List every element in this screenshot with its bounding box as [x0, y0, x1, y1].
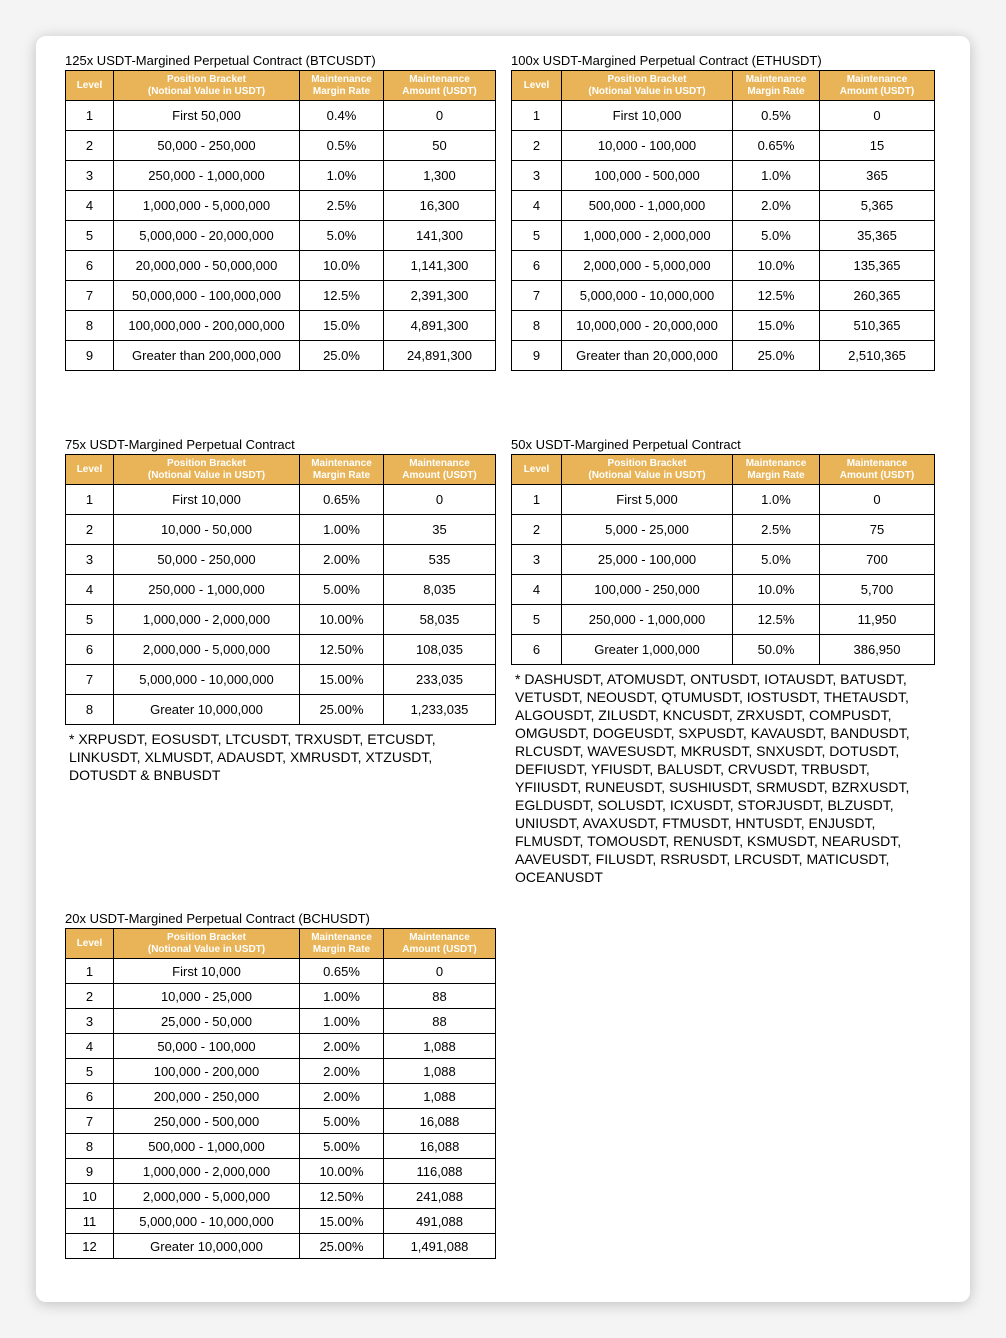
- header-maintenance-margin-rate: [300, 71, 384, 101]
- cell-level: 3: [66, 545, 114, 575]
- cell-position-bracket: 100,000 - 250,000: [562, 575, 733, 605]
- cell-maintenance-amount: 1,141,300: [384, 251, 496, 281]
- header-level: [66, 929, 114, 959]
- header-maintenance-margin-rate: [733, 71, 820, 101]
- header-maintenance-amount: [820, 71, 935, 101]
- cell-position-bracket: 250,000 - 500,000: [114, 1109, 300, 1134]
- cell-margin-rate: 1.0%: [733, 161, 820, 191]
- header-level-line: Level: [523, 463, 550, 475]
- table-row: [66, 341, 496, 371]
- table-row: [66, 1234, 496, 1259]
- table-row: [66, 485, 496, 515]
- table-row: [512, 545, 935, 575]
- header-level: [66, 455, 114, 485]
- table-row: [66, 1109, 496, 1134]
- cell-level: 10: [66, 1184, 114, 1209]
- header-maintenance-amount-line: Maintenance: [846, 73, 908, 85]
- cell-maintenance-amount: 15: [820, 131, 935, 161]
- cell-margin-rate: 10.0%: [300, 251, 384, 281]
- cell-margin-rate: 10.0%: [733, 575, 820, 605]
- cell-level: 4: [66, 575, 114, 605]
- table-block-75x: [65, 438, 496, 725]
- cell-level: 6: [512, 251, 562, 281]
- cell-level: 12: [66, 1234, 114, 1259]
- margin-tier-table: [65, 454, 496, 725]
- cell-maintenance-amount: 35: [384, 515, 496, 545]
- header-level-line: Level: [76, 937, 103, 949]
- cell-maintenance-amount: 0: [384, 485, 496, 515]
- table-row: [66, 191, 496, 221]
- cell-position-bracket: 1,000,000 - 2,000,000: [562, 221, 733, 251]
- cell-maintenance-amount: 16,300: [384, 191, 496, 221]
- cell-level: 2: [512, 131, 562, 161]
- cell-maintenance-amount: 1,300: [384, 161, 496, 191]
- cell-margin-rate: 5.00%: [300, 1109, 384, 1134]
- header-position-bracket-line: Position Bracket: [167, 457, 246, 469]
- cell-position-bracket: 1,000,000 - 2,000,000: [114, 1159, 300, 1184]
- header-position-bracket-line: Position Bracket: [167, 73, 246, 85]
- header-maintenance-margin-rate-line: Maintenance: [745, 457, 807, 469]
- table-block-bchusdt: [65, 912, 496, 1259]
- cell-level: 5: [66, 1059, 114, 1084]
- table-row: [66, 101, 496, 131]
- cell-margin-rate: 15.0%: [733, 311, 820, 341]
- table-row: [512, 251, 935, 281]
- cell-position-bracket: Greater than 20,000,000: [562, 341, 733, 371]
- cell-position-bracket: 10,000 - 100,000: [562, 131, 733, 161]
- table-row: [66, 281, 496, 311]
- cell-level: 1: [512, 485, 562, 515]
- table-row: [66, 959, 496, 984]
- cell-position-bracket: 5,000,000 - 10,000,000: [114, 665, 300, 695]
- cell-margin-rate: 0.5%: [300, 131, 384, 161]
- cell-position-bracket: 10,000 - 50,000: [114, 515, 300, 545]
- header-maintenance-margin-rate: [300, 929, 384, 959]
- cell-position-bracket: 50,000 - 100,000: [114, 1034, 300, 1059]
- cell-level: 4: [66, 1034, 114, 1059]
- cell-position-bracket: 2,000,000 - 5,000,000: [114, 1184, 300, 1209]
- cell-margin-rate: 2.00%: [300, 1034, 384, 1059]
- cell-maintenance-amount: 535: [384, 545, 496, 575]
- header-position-bracket-line: (Notional Value in USDT): [147, 469, 266, 481]
- table-row: [66, 1184, 496, 1209]
- cell-margin-rate: 1.00%: [300, 1009, 384, 1034]
- cell-margin-rate: 0.65%: [300, 485, 384, 515]
- cell-maintenance-amount: 5,365: [820, 191, 935, 221]
- table-row: [512, 281, 935, 311]
- cell-position-bracket: 1,000,000 - 2,000,000: [114, 605, 300, 635]
- header-position-bracket-line: (Notional Value in USDT): [147, 85, 266, 97]
- table-row: [66, 311, 496, 341]
- cell-maintenance-amount: 491,088: [384, 1209, 496, 1234]
- cell-margin-rate: 15.0%: [300, 311, 384, 341]
- cell-margin-rate: 5.00%: [300, 1134, 384, 1159]
- table-title: 75x USDT-Margined Perpetual Contract: [65, 437, 295, 452]
- header-position-bracket-line: (Notional Value in USDT): [588, 469, 706, 481]
- header-row: [66, 455, 496, 485]
- header-maintenance-margin-rate-line: Maintenance: [311, 931, 372, 943]
- cell-maintenance-amount: 1,233,035: [384, 695, 496, 725]
- cell-position-bracket: Greater 1,000,000: [562, 635, 733, 665]
- header-maintenance-amount: [820, 455, 935, 485]
- table-row: [66, 251, 496, 281]
- cell-margin-rate: 0.4%: [300, 101, 384, 131]
- header-maintenance-margin-rate-line: Maintenance: [311, 73, 372, 85]
- cell-maintenance-amount: 260,365: [820, 281, 935, 311]
- table-row: [512, 191, 935, 221]
- cell-position-bracket: 200,000 - 250,000: [114, 1084, 300, 1109]
- header-position-bracket: [114, 71, 300, 101]
- table-row: [512, 341, 935, 371]
- cell-margin-rate: 5.0%: [733, 545, 820, 575]
- header-row: [512, 455, 935, 485]
- cell-margin-rate: 1.00%: [300, 515, 384, 545]
- header-maintenance-amount-line: Amount (USDT): [402, 943, 477, 955]
- cell-maintenance-amount: 2,391,300: [384, 281, 496, 311]
- header-position-bracket-line: (Notional Value in USDT): [147, 943, 266, 955]
- cell-position-bracket: 250,000 - 1,000,000: [114, 575, 300, 605]
- cell-position-bracket: 50,000 - 250,000: [114, 131, 300, 161]
- cell-level: 8: [512, 311, 562, 341]
- cell-maintenance-amount: 35,365: [820, 221, 935, 251]
- cell-level: 7: [66, 281, 114, 311]
- header-maintenance-margin-rate-line: Margin Rate: [312, 469, 371, 481]
- margin-tier-table: [65, 928, 496, 1259]
- table-row: [66, 605, 496, 635]
- cell-position-bracket: 500,000 - 1,000,000: [562, 191, 733, 221]
- cell-margin-rate: 1.00%: [300, 984, 384, 1009]
- cell-level: 2: [66, 131, 114, 161]
- cell-margin-rate: 0.5%: [733, 101, 820, 131]
- cell-position-bracket: 2,000,000 - 5,000,000: [562, 251, 733, 281]
- header-maintenance-amount-line: Amount (USDT): [402, 85, 477, 97]
- header-maintenance-amount: [384, 929, 496, 959]
- cell-level: 9: [66, 341, 114, 371]
- table-row: [512, 131, 935, 161]
- cell-position-bracket: 2,000,000 - 5,000,000: [114, 635, 300, 665]
- table-row: [512, 101, 935, 131]
- header-row: [512, 71, 935, 101]
- cell-margin-rate: 25.0%: [733, 341, 820, 371]
- cell-level: 5: [66, 221, 114, 251]
- cell-maintenance-amount: 2,510,365: [820, 341, 935, 371]
- table-row: [66, 1084, 496, 1109]
- cell-margin-rate: 2.00%: [300, 545, 384, 575]
- header-level-line: Level: [523, 79, 550, 91]
- cell-maintenance-amount: 241,088: [384, 1184, 496, 1209]
- cell-margin-rate: 5.00%: [300, 575, 384, 605]
- cell-level: 5: [512, 221, 562, 251]
- cell-margin-rate: 0.65%: [733, 131, 820, 161]
- table-row: [66, 545, 496, 575]
- header-maintenance-margin-rate-line: Margin Rate: [747, 85, 805, 97]
- table-row: [66, 575, 496, 605]
- header-maintenance-amount-line: Amount (USDT): [402, 469, 477, 481]
- table-row: [512, 311, 935, 341]
- table-row: [512, 605, 935, 635]
- cell-level: 4: [512, 575, 562, 605]
- header-position-bracket: [114, 455, 300, 485]
- header-level: [512, 455, 562, 485]
- cell-position-bracket: 25,000 - 100,000: [562, 545, 733, 575]
- cell-maintenance-amount: 1,088: [384, 1034, 496, 1059]
- table-row: [512, 485, 935, 515]
- footnote-50x-symbols: * DASHUSDT, ATOMUSDT, ONTUSDT, IOTAUSDT, BATUSDT, VETUSDT, NEOUSDT, QTUMUSDT, IOSTUSDT, THETAUSDT, ALGOUSDT, ZILUSDT, KNCUSDT, ZRXUSDT, COMPUSDT, OMGUSDT, DOGEUSDT, SXPUSDT, KAVAUSDT, BANDUSDT, RLCUSDT, WAVESUSDT, MKRUSDT, SNXUSDT, DOTUSDT, DEFIUSDT, YFIUSDT, BALUSDT, CRVUSDT, TRBUSDT, YFIIUSDT, RUNEUSDT, SUSHIUSDT, SRMUSDT, BZRXUSDT, EGLDUSDT, SOLUSDT, ICXUSDT, STORJUSDT, BLZUSDT, UNIUSDT, AVAXUSDT, FTMUSDT, HNTUSDT, ENJUSDT, FLMUSDT, TOMOUSDT, RENUSDT, KSMUSDT, NEARUSDT, AAVEUSDT, FILUSDT, RSRUSDT, LRCUSDT, MATICUSDT, OCEANUSDT: [515, 671, 910, 885]
- cell-position-bracket: 5,000,000 - 10,000,000: [562, 281, 733, 311]
- cell-maintenance-amount: 386,950: [820, 635, 935, 665]
- cell-position-bracket: 100,000 - 500,000: [562, 161, 733, 191]
- cell-maintenance-amount: 0: [820, 485, 935, 515]
- table-row: [66, 221, 496, 251]
- header-position-bracket: [562, 71, 733, 101]
- cell-level: 4: [66, 191, 114, 221]
- cell-maintenance-amount: 8,035: [384, 575, 496, 605]
- header-maintenance-amount: [384, 455, 496, 485]
- cell-margin-rate: 2.00%: [300, 1059, 384, 1084]
- cell-level: 2: [512, 515, 562, 545]
- cell-margin-rate: 10.00%: [300, 1159, 384, 1184]
- cell-margin-rate: 2.5%: [300, 191, 384, 221]
- header-maintenance-amount-line: Maintenance: [409, 931, 470, 943]
- header-maintenance-amount-line: Maintenance: [409, 73, 470, 85]
- header-maintenance-amount-line: Amount (USDT): [839, 469, 915, 481]
- header-position-bracket: [114, 929, 300, 959]
- cell-maintenance-amount: 0: [384, 101, 496, 131]
- margin-tier-table: [511, 70, 935, 371]
- cell-maintenance-amount: 75: [820, 515, 935, 545]
- cell-position-bracket: First 10,000: [114, 959, 300, 984]
- table-row: [66, 984, 496, 1009]
- header-position-bracket-line: (Notional Value in USDT): [588, 85, 706, 97]
- header-level-line: Level: [76, 463, 103, 475]
- table-row: [66, 1034, 496, 1059]
- table-row: [66, 161, 496, 191]
- cell-margin-rate: 5.0%: [300, 221, 384, 251]
- header-level: [66, 71, 114, 101]
- table-row: [512, 575, 935, 605]
- cell-position-bracket: 50,000 - 250,000: [114, 545, 300, 575]
- table-row: [512, 635, 935, 665]
- cell-level: 8: [66, 1134, 114, 1159]
- table-row: [66, 1059, 496, 1084]
- cell-level: 7: [512, 281, 562, 311]
- cell-maintenance-amount: 116,088: [384, 1159, 496, 1184]
- cell-margin-rate: 25.00%: [300, 1234, 384, 1259]
- table-row: [66, 665, 496, 695]
- cell-margin-rate: 1.0%: [733, 485, 820, 515]
- cell-level: 1: [512, 101, 562, 131]
- cell-maintenance-amount: 1,088: [384, 1059, 496, 1084]
- cell-level: 9: [66, 1159, 114, 1184]
- table-row: [512, 515, 935, 545]
- header-maintenance-amount: [384, 71, 496, 101]
- cell-level: 2: [66, 515, 114, 545]
- cell-position-bracket: 250,000 - 1,000,000: [114, 161, 300, 191]
- header-level-line: Level: [76, 79, 103, 91]
- cell-position-bracket: First 10,000: [114, 485, 300, 515]
- cell-level: 5: [66, 605, 114, 635]
- table-row: [66, 1009, 496, 1034]
- table-row: [512, 161, 935, 191]
- cell-level: 3: [512, 161, 562, 191]
- header-position-bracket-line: Position Bracket: [607, 457, 687, 469]
- cell-maintenance-amount: 16,088: [384, 1134, 496, 1159]
- cell-level: 6: [66, 251, 114, 281]
- header-position-bracket: [562, 455, 733, 485]
- header-position-bracket-line: Position Bracket: [607, 73, 687, 85]
- cell-position-bracket: 5,000,000 - 20,000,000: [114, 221, 300, 251]
- cell-level: 1: [66, 959, 114, 984]
- table-title: 100x USDT-Margined Perpetual Contract (ETHUSDT): [511, 53, 822, 68]
- cell-maintenance-amount: 88: [384, 984, 496, 1009]
- table-row: [66, 131, 496, 161]
- cell-margin-rate: 10.0%: [733, 251, 820, 281]
- header-position-bracket-line: Position Bracket: [167, 931, 246, 943]
- table-row: [66, 1159, 496, 1184]
- margin-tier-table: [65, 70, 496, 371]
- cell-margin-rate: 12.5%: [733, 605, 820, 635]
- header-row: [66, 71, 496, 101]
- cell-margin-rate: 1.0%: [300, 161, 384, 191]
- table-row: [66, 695, 496, 725]
- cell-maintenance-amount: 233,035: [384, 665, 496, 695]
- cell-maintenance-amount: 11,950: [820, 605, 935, 635]
- cell-level: 3: [66, 1009, 114, 1034]
- header-row: [66, 929, 496, 959]
- margin-tier-table: [511, 454, 935, 665]
- cell-maintenance-amount: 141,300: [384, 221, 496, 251]
- table-title: 20x USDT-Margined Perpetual Contract (BCHUSDT): [65, 911, 370, 926]
- cell-position-bracket: 50,000,000 - 100,000,000: [114, 281, 300, 311]
- cell-maintenance-amount: 88: [384, 1009, 496, 1034]
- cell-margin-rate: 15.00%: [300, 1209, 384, 1234]
- header-maintenance-margin-rate-line: Maintenance: [311, 457, 372, 469]
- cell-level: 1: [66, 101, 114, 131]
- cell-margin-rate: 12.5%: [733, 281, 820, 311]
- cell-maintenance-amount: 108,035: [384, 635, 496, 665]
- cell-margin-rate: 50.0%: [733, 635, 820, 665]
- cell-level: 1: [66, 485, 114, 515]
- table-row: [66, 1134, 496, 1159]
- header-maintenance-margin-rate-line: Maintenance: [745, 73, 807, 85]
- cell-maintenance-amount: 0: [384, 959, 496, 984]
- cell-margin-rate: 12.5%: [300, 281, 384, 311]
- cell-maintenance-amount: 700: [820, 545, 935, 575]
- cell-margin-rate: 5.0%: [733, 221, 820, 251]
- cell-margin-rate: 2.00%: [300, 1084, 384, 1109]
- cell-maintenance-amount: 50: [384, 131, 496, 161]
- cell-position-bracket: 250,000 - 1,000,000: [562, 605, 733, 635]
- cell-margin-rate: 10.00%: [300, 605, 384, 635]
- cell-level: 2: [66, 984, 114, 1009]
- cell-maintenance-amount: 58,035: [384, 605, 496, 635]
- cell-position-bracket: 500,000 - 1,000,000: [114, 1134, 300, 1159]
- cell-level: 7: [66, 665, 114, 695]
- cell-position-bracket: Greater than 200,000,000: [114, 341, 300, 371]
- cell-margin-rate: 12.50%: [300, 635, 384, 665]
- cell-margin-rate: 0.65%: [300, 959, 384, 984]
- cell-level: 11: [66, 1209, 114, 1234]
- table-block-btcusdt: [65, 54, 496, 371]
- cell-position-bracket: First 50,000: [114, 101, 300, 131]
- cell-margin-rate: 2.0%: [733, 191, 820, 221]
- cell-maintenance-amount: 365: [820, 161, 935, 191]
- cell-position-bracket: 25,000 - 50,000: [114, 1009, 300, 1034]
- header-maintenance-amount-line: Maintenance: [846, 457, 908, 469]
- cell-position-bracket: First 10,000: [562, 101, 733, 131]
- cell-level: 3: [66, 161, 114, 191]
- table-row: [66, 515, 496, 545]
- header-level: [512, 71, 562, 101]
- cell-level: 6: [512, 635, 562, 665]
- cell-maintenance-amount: 4,891,300: [384, 311, 496, 341]
- cell-position-bracket: 20,000,000 - 50,000,000: [114, 251, 300, 281]
- cell-position-bracket: 100,000 - 200,000: [114, 1059, 300, 1084]
- table-row: [66, 635, 496, 665]
- cell-level: 6: [66, 1084, 114, 1109]
- cell-maintenance-amount: 1,088: [384, 1084, 496, 1109]
- cell-level: 5: [512, 605, 562, 635]
- cell-level: 4: [512, 191, 562, 221]
- cell-level: 6: [66, 635, 114, 665]
- cell-maintenance-amount: 5,700: [820, 575, 935, 605]
- cell-position-bracket: Greater 10,000,000: [114, 695, 300, 725]
- cell-level: 8: [66, 695, 114, 725]
- cell-maintenance-amount: 510,365: [820, 311, 935, 341]
- cell-position-bracket: 5,000 - 25,000: [562, 515, 733, 545]
- cell-margin-rate: 2.5%: [733, 515, 820, 545]
- table-block-50x: [511, 438, 935, 665]
- cell-margin-rate: 25.00%: [300, 695, 384, 725]
- header-maintenance-amount-line: Amount (USDT): [839, 85, 915, 97]
- cell-margin-rate: 25.0%: [300, 341, 384, 371]
- cell-position-bracket: 100,000,000 - 200,000,000: [114, 311, 300, 341]
- cell-level: 3: [512, 545, 562, 575]
- cell-position-bracket: 5,000,000 - 10,000,000: [114, 1209, 300, 1234]
- cell-maintenance-amount: 1,491,088: [384, 1234, 496, 1259]
- header-maintenance-amount-line: Maintenance: [409, 457, 470, 469]
- cell-level: 7: [66, 1109, 114, 1134]
- cell-level: 9: [512, 341, 562, 371]
- cell-position-bracket: 1,000,000 - 5,000,000: [114, 191, 300, 221]
- cell-position-bracket: 10,000,000 - 20,000,000: [562, 311, 733, 341]
- cell-margin-rate: 15.00%: [300, 665, 384, 695]
- header-maintenance-margin-rate: [300, 455, 384, 485]
- header-maintenance-margin-rate-line: Margin Rate: [747, 469, 805, 481]
- cell-position-bracket: 10,000 - 25,000: [114, 984, 300, 1009]
- header-maintenance-margin-rate-line: Margin Rate: [312, 85, 371, 97]
- footnote-75x-symbols: * XRPUSDT, EOSUSDT, LTCUSDT, TRXUSDT, ETCUSDT, LINKUSDT, XLMUSDT, ADAUSDT, XMRUSDT, XTZUSDT, DOTUSDT & BNBUSDT: [69, 731, 436, 783]
- table-row: [66, 1209, 496, 1234]
- cell-margin-rate: 12.50%: [300, 1184, 384, 1209]
- header-maintenance-margin-rate-line: Margin Rate: [312, 943, 371, 955]
- cell-position-bracket: Greater 10,000,000: [114, 1234, 300, 1259]
- table-row: [512, 221, 935, 251]
- table-block-ethusdt: [511, 54, 935, 371]
- cell-maintenance-amount: 16,088: [384, 1109, 496, 1134]
- table-title: 125x USDT-Margined Perpetual Contract (BTCUSDT): [65, 53, 376, 68]
- table-title: 50x USDT-Margined Perpetual Contract: [511, 437, 741, 452]
- cell-position-bracket: First 5,000: [562, 485, 733, 515]
- cell-maintenance-amount: 24,891,300: [384, 341, 496, 371]
- cell-maintenance-amount: 135,365: [820, 251, 935, 281]
- cell-maintenance-amount: 0: [820, 101, 935, 131]
- cell-level: 8: [66, 311, 114, 341]
- header-maintenance-margin-rate: [733, 455, 820, 485]
